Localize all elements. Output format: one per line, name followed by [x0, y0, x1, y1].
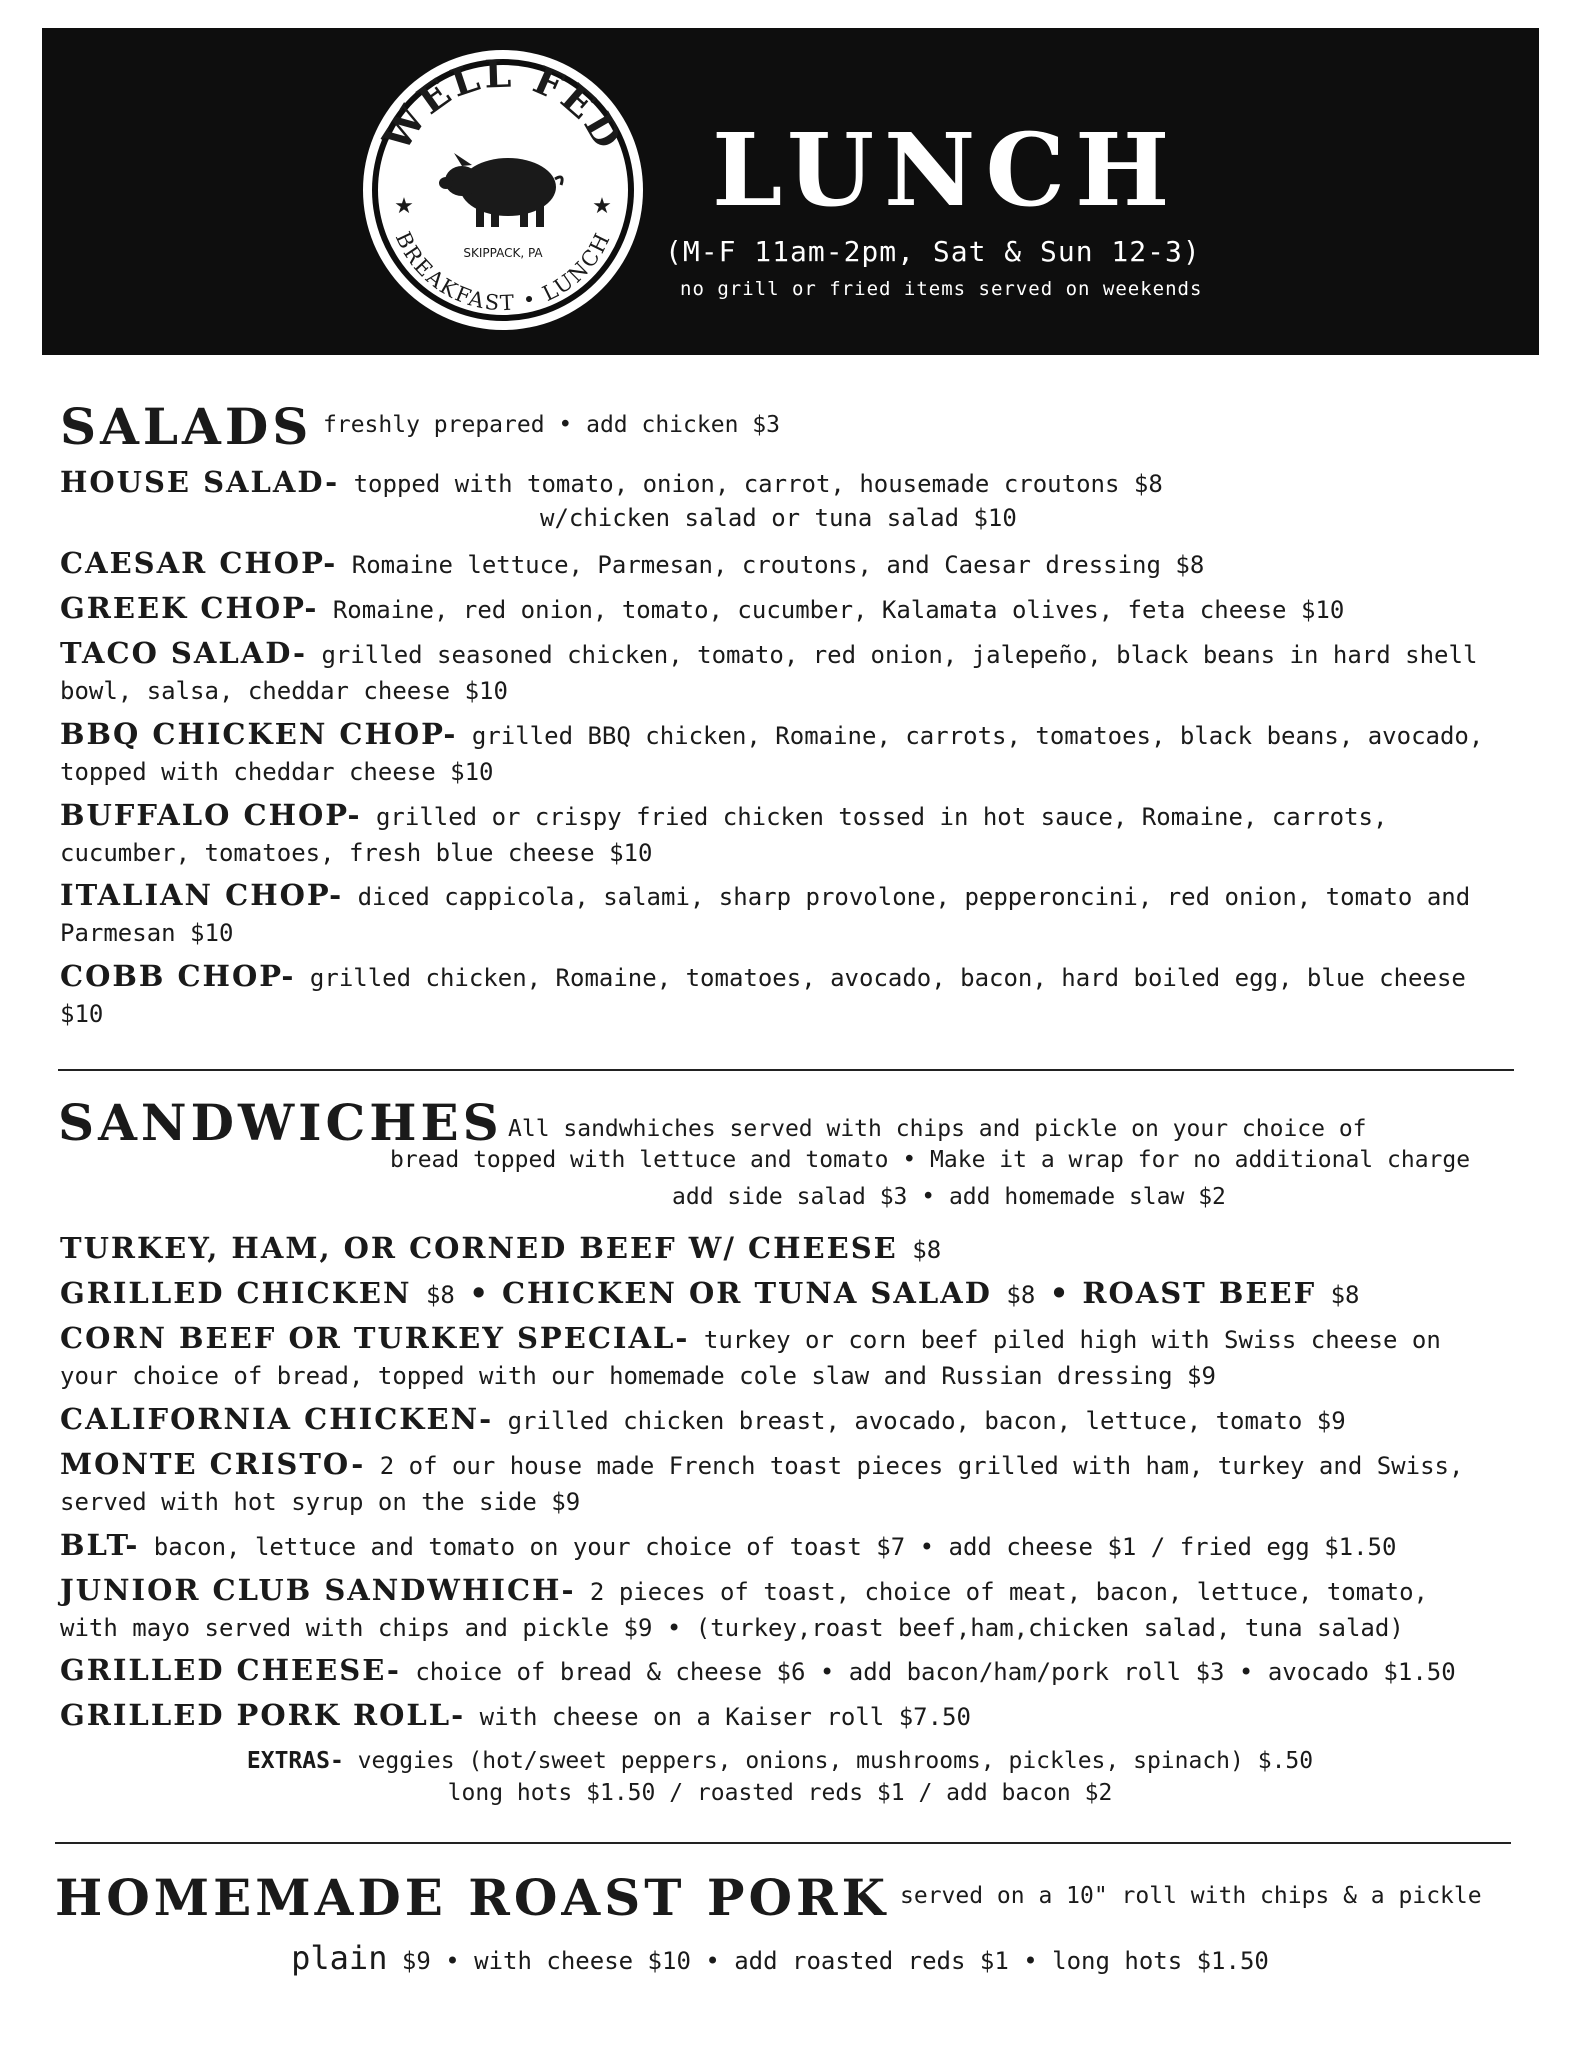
item-price: $8	[897, 1236, 942, 1264]
item-price: $8	[411, 1281, 470, 1309]
section-divider	[58, 1069, 1514, 1071]
page-title: LUNCH	[712, 111, 1180, 229]
roast-pork-title: HOMEMADE ROAST PORK	[55, 1868, 890, 1927]
salads-note: freshly prepared • add chicken $3	[323, 412, 780, 438]
item-desc: turkey or corn beef piled high with Swiss cheese on your choice of bread, topped with our homemade cole slaw and Russian dressing $9	[60, 1326, 1441, 1390]
menu-item-greek-chop	[60, 590, 1500, 628]
menu-item-caesar-chop	[60, 545, 1500, 583]
menu-item-buffalo-chop	[60, 797, 1500, 871]
item-desc: choice of bread & cheese $6 • add bacon/ham/pork roll $3 • avocado $1.50	[400, 1658, 1456, 1686]
sandwiches-note-3: add side salad $3 • add homemade slaw $2	[672, 1184, 1226, 1210]
item-desc: grilled chicken, Romaine, tomatoes, avocado, bacon, hard boiled egg, blue cheese $10	[60, 964, 1466, 1028]
menu-item-turkey-ham-corned-beef	[60, 1230, 1500, 1268]
well-fed-logo	[358, 45, 648, 335]
item-name: HOUSE SALAD-	[60, 465, 340, 499]
menu-item-grilled-cheese	[60, 1652, 1500, 1690]
item-name: ROAST BEEF	[1070, 1276, 1317, 1310]
section-divider	[55, 1842, 1511, 1844]
roast-pork-options	[60, 1938, 1500, 1981]
menu-item-corn-beef-turkey-special	[60, 1320, 1500, 1394]
item-name: CALIFORNIA CHICKEN-	[60, 1402, 494, 1436]
menu-item-junior-club	[60, 1572, 1500, 1646]
item-desc: bacon, lettuce and tomato on your choice of toast $7 • add cheese $1 / fried egg $1.50	[139, 1533, 1397, 1561]
item-price: $8	[991, 1281, 1050, 1309]
item-name: BBQ CHICKEN CHOP-	[60, 717, 458, 751]
item-name: BLT-	[60, 1528, 140, 1562]
svg-text:★: ★	[394, 194, 414, 219]
hours-note: no grill or fried items served on weekends	[680, 278, 1203, 300]
separator: •	[1049, 1276, 1071, 1310]
svg-text:★: ★	[592, 194, 612, 219]
item-desc: topped with tomato, onion, carrot, housemade croutons $8	[339, 470, 1163, 498]
salads-title: SALADS	[60, 397, 313, 456]
extras-label: EXTRAS-	[246, 1748, 344, 1774]
menu-item-monte-cristo	[60, 1446, 1500, 1520]
separator: •	[469, 1276, 490, 1310]
item-name: MONTE CRISTO-	[60, 1447, 366, 1481]
item-name: CHICKEN OR TUNA SALAD	[489, 1276, 992, 1310]
item-name: CORN BEEF OR TURKEY SPECIAL-	[60, 1321, 690, 1355]
item-desc: diced cappicola, salami, sharp provolone, pepperoncini, red onion, tomato and Parmesan $10	[60, 883, 1471, 947]
house-salad-addon: w/chicken salad or tuna salad $10	[540, 504, 1017, 532]
sandwiches-title: SANDWICHES	[58, 1093, 503, 1152]
logo-top-text: WELL FED	[373, 50, 633, 159]
extras-line-2: long hots $1.50 / roasted reds $1 / add bacon $2	[447, 1780, 1113, 1806]
item-name: TACO SALAD-	[60, 636, 307, 670]
menu-item-house-salad	[60, 464, 1500, 502]
extras-line-1	[60, 1745, 1500, 1778]
item-name: COBB CHOP-	[60, 959, 296, 993]
logo-bottom-text: BREAKFAST • LUNCH	[390, 227, 616, 316]
menu-item-taco-salad	[60, 635, 1500, 709]
plain-label: plain	[291, 1939, 388, 1977]
item-name: GRILLED CHICKEN	[60, 1276, 412, 1310]
item-name: JUNIOR CLUB SANDWHICH-	[60, 1573, 576, 1607]
menu-item-grilled-pork-roll	[60, 1697, 1500, 1735]
item-name: GREEK CHOP-	[60, 591, 319, 625]
menu-item-italian-chop	[60, 877, 1500, 951]
item-name: GRILLED PORK ROLL-	[60, 1698, 466, 1732]
item-desc: with cheese on a Kaiser roll $7.50	[465, 1703, 971, 1731]
roast-pork-prices: $9 • with cheese $10 • add roasted reds $1 • long hots $1.50	[387, 1947, 1269, 1975]
item-name: BUFFALO CHOP-	[60, 798, 362, 832]
sandwiches-note-2: bread topped with lettuce and tomato • Make it a wrap for no additional charge	[390, 1147, 1471, 1173]
roast-pork-note: served on a 10" roll with chips & a pickle	[900, 1883, 1482, 1909]
item-desc: grilled seasoned chicken, tomato, red onion, jalepeño, black beans in hard shell bowl, salsa, cheddar cheese $10	[60, 641, 1478, 705]
hours-text: (M-F 11am-2pm, Sat & Sun 12-3)	[665, 235, 1201, 268]
item-desc: 2 pieces of toast, choice of meat, bacon, lettuce, tomato, with mayo served with chips and pickle $9 • (turkey,roast beef,ham,chicken salad, tuna salad)	[60, 1578, 1428, 1642]
menu-item-blt	[60, 1527, 1500, 1565]
item-desc: grilled BBQ chicken, Romaine, carrots, tomatoes, black beans, avocado, topped with cheddar cheese $10	[60, 722, 1484, 786]
item-name: GRILLED CHEESE-	[60, 1653, 401, 1687]
item-desc: Romaine lettuce, Parmesan, croutons, and Caesar dressing $8	[337, 551, 1205, 579]
item-desc: grilled chicken breast, avocado, bacon, lettuce, tomato $9	[493, 1407, 1346, 1435]
menu-item-california-chicken	[60, 1401, 1500, 1439]
menu-item-bbq-chicken-chop	[60, 716, 1500, 790]
item-desc: grilled or crispy fried chicken tossed in hot sauce, Romaine, carrots, cucumber, tomatoes, fresh blue cheese $10	[60, 803, 1388, 867]
item-desc: 2 of our house made French toast pieces grilled with ham, turkey and Swiss, served with hot syrup on the side $9	[60, 1452, 1464, 1516]
logo-location: SKIPPACK, PA	[463, 246, 543, 260]
item-price: $8	[1316, 1281, 1360, 1309]
item-name: TURKEY, HAM, OR CORNED BEEF W/ CHEESE	[60, 1231, 898, 1265]
menu-item-cobb-chop	[60, 958, 1500, 1032]
item-name: ITALIAN CHOP-	[60, 878, 344, 912]
item-name: CAESAR CHOP-	[60, 546, 338, 580]
sandwiches-note-1: All sandwhiches served with chips and pickle on your choice of	[508, 1116, 1367, 1142]
extras-desc: veggies (hot/sweet peppers, onions, mushrooms, pickles, spinach) $.50	[343, 1748, 1314, 1774]
item-desc: Romaine, red onion, tomato, cucumber, Kalamata olives, feta cheese $10	[318, 596, 1345, 624]
menu-item-grilled-chicken-line	[60, 1275, 1500, 1313]
